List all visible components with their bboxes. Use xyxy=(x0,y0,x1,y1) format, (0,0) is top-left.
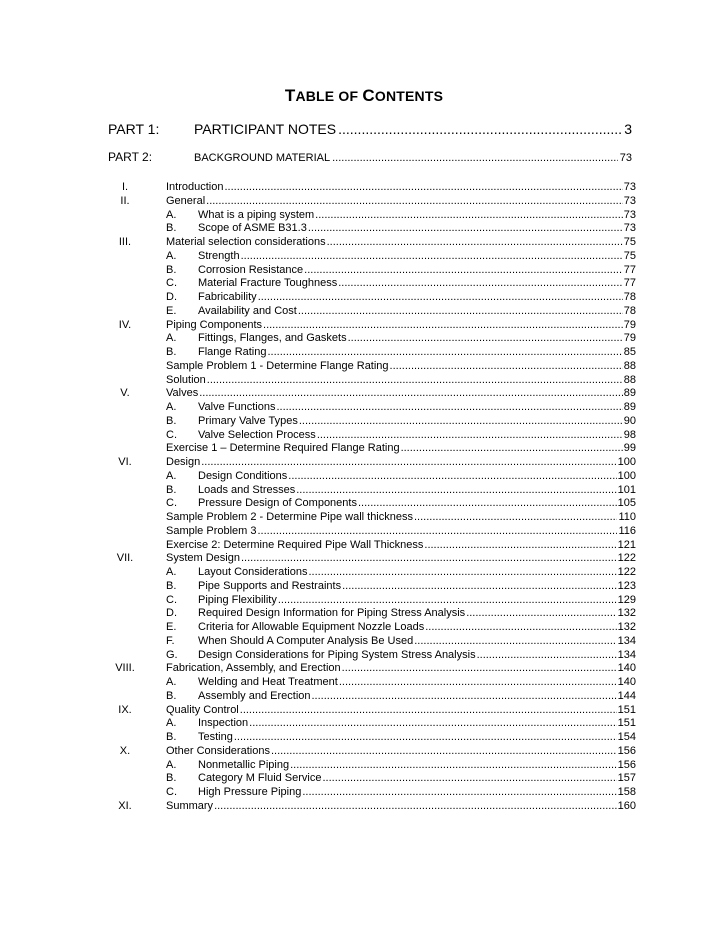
subsection-letter: A. xyxy=(166,566,177,578)
leader-dots xyxy=(414,510,617,524)
page-number: 140 xyxy=(617,662,636,675)
subsection-letter: A. xyxy=(166,401,177,413)
leader-dots xyxy=(258,524,618,538)
entry-title: Exercise 2: Determine Required Pipe Wall Thickness xyxy=(166,538,424,551)
toc-entry xyxy=(166,180,636,194)
page-number: 132 xyxy=(617,621,636,633)
entry-title: Sample Problem 2 - Determine Pipe wall thickness xyxy=(166,511,413,523)
toc-entry xyxy=(166,469,636,483)
part-2-heading[interactable] xyxy=(108,150,632,164)
subsection-letter: B. xyxy=(166,689,177,702)
leader-dots xyxy=(249,716,616,730)
leader-dots xyxy=(358,496,617,510)
section-number: V. xyxy=(120,387,130,400)
toc-entry xyxy=(166,235,636,249)
leader-dots xyxy=(327,235,623,249)
leader-dots xyxy=(224,180,622,194)
toc-entry xyxy=(166,744,636,758)
toc-row[interactable] xyxy=(0,634,728,648)
entry-title: Fittings, Flanges, and Gaskets xyxy=(198,332,347,345)
page-number: 79 xyxy=(623,332,636,345)
entry-title: Fabrication, Assembly, and Erection xyxy=(166,662,341,675)
page-number: 89 xyxy=(623,387,636,400)
entry-title: Welding and Heat Treatment xyxy=(198,676,338,688)
leader-dots xyxy=(401,441,623,455)
toc-entry xyxy=(166,428,636,442)
entry-title: Loads and Stresses xyxy=(198,483,296,496)
toc-row[interactable] xyxy=(0,400,728,414)
toc-entry xyxy=(166,263,636,277)
title-rest-1: ABLE OF xyxy=(295,88,363,104)
toc-row[interactable] xyxy=(0,675,728,689)
toc-row[interactable] xyxy=(0,290,728,304)
leader-dots xyxy=(477,648,617,662)
leader-dots xyxy=(296,483,616,497)
toc-entry xyxy=(166,221,636,235)
part-label: PART 2: xyxy=(108,150,153,164)
toc-row[interactable] xyxy=(0,758,728,772)
title-cap-1: T xyxy=(284,86,296,105)
entry-title: Material selection considerations xyxy=(166,236,326,248)
page-number: 105 xyxy=(617,497,636,510)
toc-row[interactable] xyxy=(0,483,728,497)
toc-row[interactable] xyxy=(0,579,728,593)
leader-dots xyxy=(201,455,616,469)
toc-entry xyxy=(166,675,636,689)
leader-dots xyxy=(268,345,623,359)
page-number: 101 xyxy=(617,483,636,496)
leader-dots xyxy=(240,703,617,717)
subsection-letter: B. xyxy=(166,414,177,427)
toc-row[interactable] xyxy=(0,551,728,565)
section-number: XI. xyxy=(118,799,132,812)
subsection-letter: B. xyxy=(166,772,177,785)
subsection-letter: A. xyxy=(166,758,177,771)
entry-title: When Should A Computer Analysis Be Used xyxy=(198,634,414,647)
page-number: 144 xyxy=(617,689,636,702)
page-number: 151 xyxy=(617,717,636,730)
leader-dots xyxy=(199,386,623,400)
subsection-letter: E. xyxy=(166,621,177,633)
toc-row[interactable] xyxy=(0,524,728,538)
leader-dots xyxy=(241,249,623,263)
entry-title: System Design xyxy=(166,552,240,565)
leader-dots xyxy=(276,400,622,414)
toc-entry xyxy=(166,565,636,579)
section-number: VIII. xyxy=(115,662,135,675)
page-number: 88 xyxy=(623,373,636,386)
subsection-letter: D. xyxy=(166,291,177,303)
subsection-letter: B. xyxy=(166,263,177,276)
toc-entry xyxy=(166,538,636,552)
toc-row[interactable] xyxy=(0,730,728,744)
toc-entry xyxy=(166,661,636,675)
page-number: 90 xyxy=(623,414,636,427)
toc-row[interactable] xyxy=(0,496,728,510)
page-number: 129 xyxy=(617,593,636,606)
page-number: 154 xyxy=(617,731,636,743)
entry-title: Primary Valve Types xyxy=(198,414,298,427)
section-number: I. xyxy=(121,181,129,193)
toc-row[interactable] xyxy=(0,785,728,799)
toc-row[interactable] xyxy=(0,716,728,730)
toc-entry xyxy=(166,634,636,648)
toc-entry xyxy=(166,785,636,799)
toc-entry xyxy=(166,414,636,428)
page-number: 100 xyxy=(617,469,636,482)
section-number: III. xyxy=(118,236,132,248)
toc-row[interactable] xyxy=(0,565,728,579)
page-number: 75 xyxy=(623,236,636,248)
subsection-letter: C. xyxy=(166,786,177,798)
entry-title: Criteria for Allowable Equipment Nozzle Loads xyxy=(198,621,425,633)
entry-title: Design Considerations for Piping System Stress Analysis xyxy=(198,648,476,661)
page-title xyxy=(0,86,728,106)
section-number: IV. xyxy=(118,318,132,331)
part-title: PARTICIPANT NOTES xyxy=(194,121,337,137)
leader-dots xyxy=(241,551,617,565)
toc-entry xyxy=(166,579,636,593)
leader-dots xyxy=(302,785,616,799)
entry-title: High Pressure Piping xyxy=(198,786,302,798)
title-rest-2: ONTENTS xyxy=(374,88,444,104)
entry-title: Sample Problem 3 xyxy=(166,524,257,537)
toc-entry xyxy=(166,483,636,497)
leader-dots xyxy=(342,579,617,593)
toc-row[interactable] xyxy=(0,538,728,552)
leader-dots xyxy=(258,290,623,304)
section-number: X. xyxy=(119,744,131,757)
entry-title: Availability and Cost xyxy=(198,304,297,317)
entry-title: Design Conditions xyxy=(198,469,288,482)
subsection-letter: C. xyxy=(166,428,177,441)
toc-entry xyxy=(166,331,636,345)
entry-title: Nonmetallic Piping xyxy=(198,758,290,771)
toc-row[interactable] xyxy=(0,304,728,318)
page-number: 134 xyxy=(617,648,636,661)
part-page: 73 xyxy=(619,152,632,164)
leader-dots xyxy=(348,331,623,345)
toc-row[interactable] xyxy=(0,771,728,785)
entry-title: Category M Fluid Service xyxy=(198,772,322,785)
toc-entry xyxy=(166,359,636,373)
toc-row[interactable] xyxy=(0,689,728,703)
page-number: 75 xyxy=(623,249,636,262)
toc-row[interactable] xyxy=(0,428,728,442)
entry-title: Corrosion Resistance xyxy=(198,263,304,276)
toc-row[interactable] xyxy=(0,373,728,387)
section-number: VI. xyxy=(118,456,132,468)
page-number: 89 xyxy=(623,401,636,413)
page-number: 134 xyxy=(617,634,636,647)
toc-row[interactable] xyxy=(0,318,728,332)
entry-title: Exercise 1 – Determine Required Flange Rating xyxy=(166,442,400,455)
toc-row[interactable] xyxy=(0,606,728,620)
toc-entry xyxy=(166,524,636,538)
toc-entry xyxy=(166,208,636,222)
page-number: 78 xyxy=(623,291,636,303)
page-number: 151 xyxy=(617,703,636,716)
page-number: 77 xyxy=(623,263,636,276)
toc-row[interactable] xyxy=(0,455,728,469)
subsection-letter: A. xyxy=(166,332,177,345)
toc-row[interactable] xyxy=(0,386,728,400)
toc-entry xyxy=(166,194,636,208)
toc-entry xyxy=(166,455,636,469)
page-number: 88 xyxy=(623,359,636,372)
toc-entry xyxy=(166,400,636,414)
subsection-letter: A. xyxy=(166,249,177,262)
entry-title: Solution xyxy=(166,373,206,386)
entry-title: Pipe Supports and Restraints xyxy=(198,579,342,592)
toc-row[interactable] xyxy=(0,593,728,607)
leader-dots xyxy=(424,538,616,552)
page-number: 122 xyxy=(617,566,636,578)
leader-dots xyxy=(414,634,616,648)
entry-title: Material Fracture Toughness xyxy=(198,277,338,290)
subsection-letter: F. xyxy=(166,634,175,647)
subsection-letter: A. xyxy=(166,208,177,221)
leader-dots xyxy=(234,730,617,744)
leader-dots xyxy=(312,689,617,703)
leader-dots xyxy=(338,276,623,290)
entry-title: Required Design Information for Piping Stress Analysis xyxy=(198,607,466,620)
entry-title: Scope of ASME B31.3 xyxy=(198,222,307,235)
leader-dots xyxy=(466,606,616,620)
toc-entry xyxy=(166,318,636,332)
page-number: 77 xyxy=(623,277,636,290)
subsection-letter: B. xyxy=(166,346,177,358)
leader-dots xyxy=(390,359,623,373)
toc-row[interactable] xyxy=(0,414,728,428)
part-title: BACKGROUND MATERIAL xyxy=(194,152,331,164)
toc-row[interactable] xyxy=(0,331,728,345)
entry-title: Piping Components xyxy=(166,318,263,331)
toc-entry xyxy=(166,703,636,717)
leader-dots xyxy=(339,675,617,689)
page-number: 116 xyxy=(618,524,636,537)
toc-entry xyxy=(166,345,636,359)
leader-dots xyxy=(271,744,617,758)
toc-row[interactable] xyxy=(0,345,728,359)
leader-dots xyxy=(332,152,618,164)
page-number: 158 xyxy=(617,786,636,798)
part-page: 3 xyxy=(624,121,632,137)
toc-row[interactable] xyxy=(0,208,728,222)
subsection-letter: B. xyxy=(166,731,177,743)
toc-entry xyxy=(166,730,636,744)
toc-entry xyxy=(166,648,636,662)
toc-entry xyxy=(166,373,636,387)
subsection-letter: A. xyxy=(166,469,177,482)
toc-entry xyxy=(166,510,636,524)
leader-dots xyxy=(288,469,616,483)
subsection-letter: C. xyxy=(166,593,177,606)
leader-dots xyxy=(308,565,616,579)
toc-entry xyxy=(166,771,636,785)
subsection-letter: B. xyxy=(166,579,177,592)
leader-dots xyxy=(298,304,623,318)
entry-title: Flange Rating xyxy=(198,346,267,358)
entry-title: Sample Problem 1 - Determine Flange Rating xyxy=(166,359,389,372)
toc-row[interactable] xyxy=(0,510,728,524)
toc-entry xyxy=(166,799,636,813)
toc-row[interactable] xyxy=(0,703,728,717)
toc-row[interactable] xyxy=(0,235,728,249)
toc-entry xyxy=(166,496,636,510)
leader-dots xyxy=(290,758,617,772)
leader-dots xyxy=(207,373,623,387)
page-number: 157 xyxy=(617,772,636,785)
page-number: 122 xyxy=(617,552,636,565)
subsection-letter: C. xyxy=(166,497,177,510)
toc-row[interactable] xyxy=(0,249,728,263)
part-label: PART 1: xyxy=(108,121,160,137)
toc-row[interactable] xyxy=(0,194,728,208)
entry-title: Valve Functions xyxy=(198,401,276,413)
page-number: 73 xyxy=(623,194,636,207)
toc-row[interactable] xyxy=(0,441,728,455)
part-1-heading[interactable] xyxy=(108,121,632,137)
section-number: IX. xyxy=(118,703,132,716)
toc-row[interactable] xyxy=(0,221,728,235)
toc-entry xyxy=(166,551,636,565)
subsection-letter: C. xyxy=(166,277,177,290)
leader-dots xyxy=(317,428,623,442)
entry-title: Valves xyxy=(166,387,199,400)
toc-entry xyxy=(166,276,636,290)
toc-entry xyxy=(166,441,636,455)
page-number: 98 xyxy=(623,428,636,441)
page-number: 73 xyxy=(623,222,636,235)
subsection-letter: E. xyxy=(166,304,177,317)
toc-row[interactable] xyxy=(0,799,728,813)
toc-entry xyxy=(166,689,636,703)
leader-dots xyxy=(425,620,616,634)
entry-title: Layout Considerations xyxy=(198,566,308,578)
toc-entry xyxy=(166,593,636,607)
subsection-letter: D. xyxy=(166,607,177,620)
toc-row[interactable] xyxy=(0,359,728,373)
entry-title: General xyxy=(166,194,206,207)
toc-entry xyxy=(166,758,636,772)
page-number: 79 xyxy=(623,318,636,331)
leader-dots xyxy=(338,121,622,137)
toc-row[interactable] xyxy=(0,263,728,277)
toc-row[interactable] xyxy=(0,180,728,194)
toc-row[interactable] xyxy=(0,469,728,483)
entry-title: Introduction xyxy=(166,181,224,193)
subsection-letter: A. xyxy=(166,717,177,730)
entry-title: Summary xyxy=(166,799,214,812)
leader-dots xyxy=(304,263,623,277)
leader-dots xyxy=(308,221,623,235)
entry-title: Testing xyxy=(198,731,233,743)
leader-dots xyxy=(299,414,623,428)
page-number: 121 xyxy=(617,538,636,551)
subsection-letter: B. xyxy=(166,483,177,496)
subsection-letter: G. xyxy=(166,648,178,661)
section-number: VII. xyxy=(116,552,134,565)
entry-title: Assembly and Erection xyxy=(198,689,311,702)
entry-title: Other Considerations xyxy=(166,744,270,757)
entry-title: Inspection xyxy=(198,717,249,730)
entry-title: Valve Selection Process xyxy=(198,428,316,441)
toc-entry xyxy=(166,620,636,634)
leader-dots xyxy=(315,208,623,222)
section-number: II. xyxy=(120,194,130,207)
toc-entry xyxy=(166,606,636,620)
page-number: 99 xyxy=(623,442,636,455)
toc-entry xyxy=(166,386,636,400)
leader-dots xyxy=(206,194,623,208)
toc-row[interactable] xyxy=(0,744,728,758)
page-number: 140 xyxy=(617,676,636,688)
leader-dots xyxy=(278,593,617,607)
toc-row[interactable] xyxy=(0,620,728,634)
toc-entry xyxy=(166,290,636,304)
toc-entry xyxy=(166,249,636,263)
subsection-letter: B. xyxy=(166,222,177,235)
page-number: 73 xyxy=(623,208,636,221)
page-number: 100 xyxy=(617,456,636,468)
entry-title: Pressure Design of Components xyxy=(198,497,357,510)
page-number: 160 xyxy=(617,799,636,812)
entry-title: Strength xyxy=(198,249,240,262)
leader-dots xyxy=(323,771,617,785)
page-number: 123 xyxy=(617,579,636,592)
page-number: 110 xyxy=(618,511,636,523)
toc-entry xyxy=(166,304,636,318)
page-number: 85 xyxy=(623,346,636,358)
leader-dots xyxy=(214,799,617,813)
page-number: 132 xyxy=(617,607,636,620)
page-number: 156 xyxy=(617,744,636,757)
page-number: 78 xyxy=(623,304,636,317)
page-number: 73 xyxy=(623,181,636,193)
entry-title: Design xyxy=(166,456,201,468)
entry-title: Piping Flexibility xyxy=(198,593,277,606)
title-cap-2: C xyxy=(362,86,375,105)
entry-title: What is a piping system xyxy=(198,208,315,221)
toc-row[interactable] xyxy=(0,661,728,675)
toc-row[interactable] xyxy=(0,648,728,662)
entry-title: Quality Control xyxy=(166,703,239,716)
leader-dots xyxy=(263,318,623,332)
subsection-letter: A. xyxy=(166,676,177,688)
leader-dots xyxy=(342,661,617,675)
toc-entry xyxy=(166,716,636,730)
entry-title: Fabricability xyxy=(198,291,257,303)
page-number: 156 xyxy=(617,758,636,771)
toc-row[interactable] xyxy=(0,276,728,290)
